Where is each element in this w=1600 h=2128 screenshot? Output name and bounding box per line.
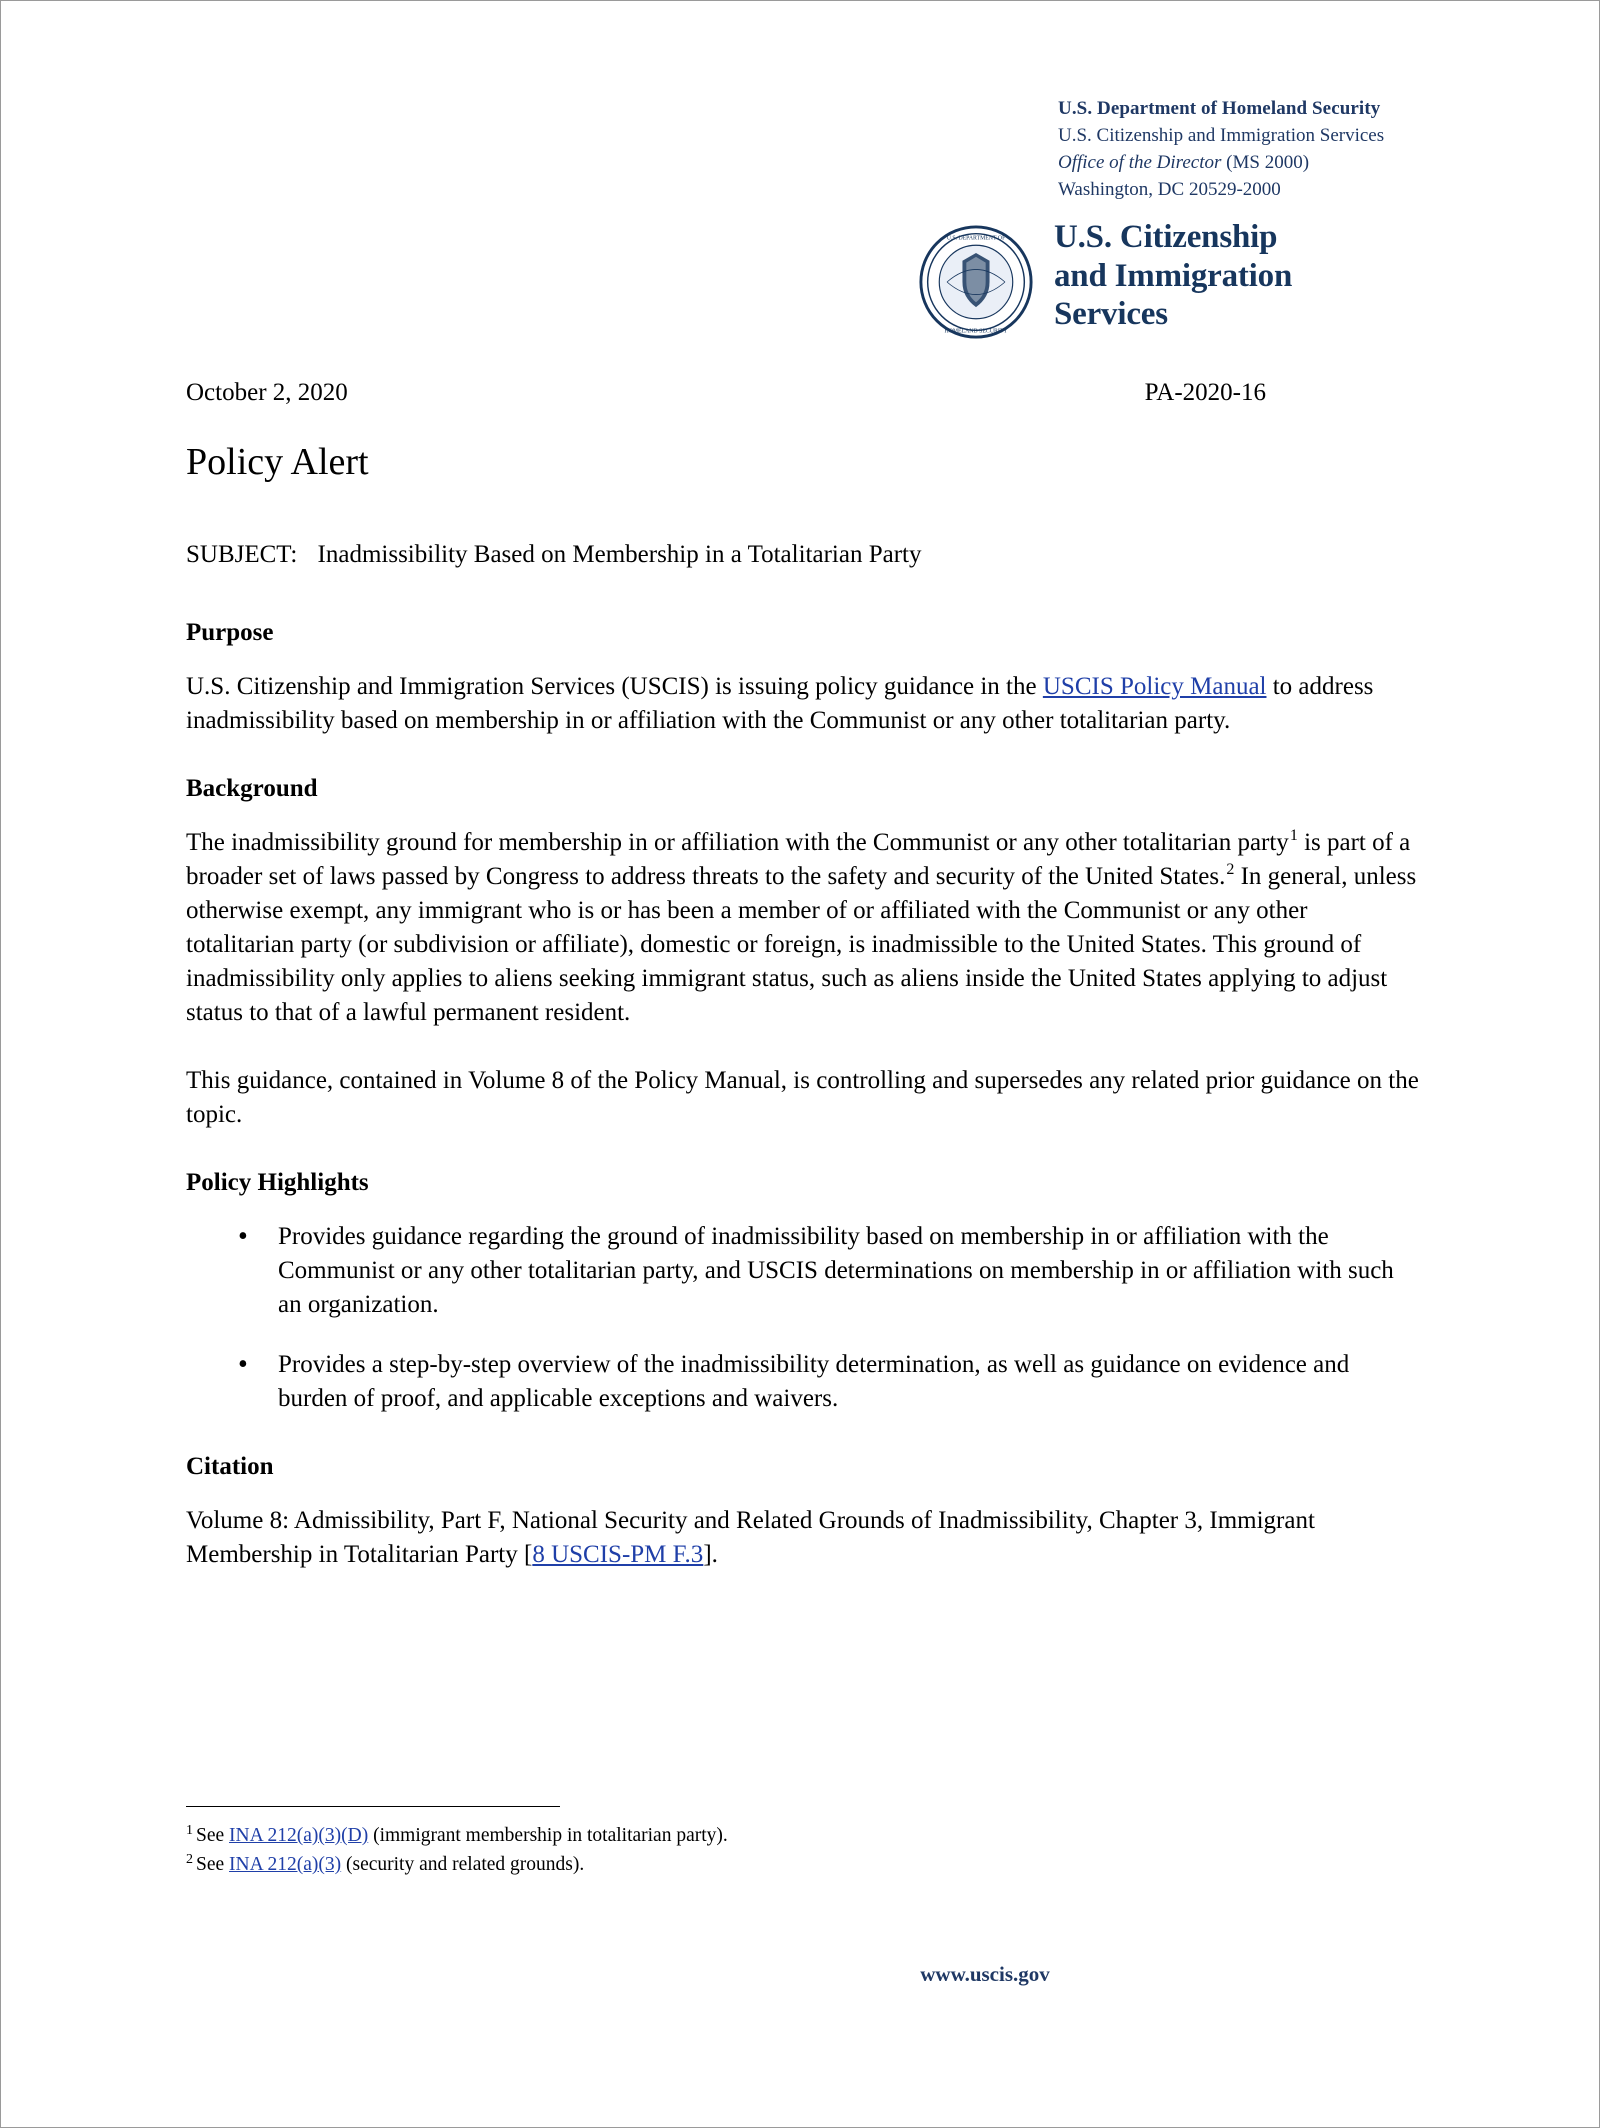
purpose-text-2: to address inadmissibility based on membership in or affiliation with the Communist or any other totalitarian party. — [186, 672, 1374, 734]
background-text-2: is part of a broader set of laws passed by Congress to address threats to the safety and security of the United States. — [186, 828, 1411, 890]
svg-text:HOMELAND SECURITY: HOMELAND SECURITY — [944, 328, 1008, 335]
footnote-1-marker: 1 — [186, 1822, 193, 1838]
footnotes-area — [186, 1806, 1266, 1880]
footnote-1-suffix: (immigrant membership in totalitarian party). — [368, 1825, 728, 1846]
footnote-2-prefix: See — [196, 1854, 230, 1876]
policy-highlights-list — [186, 1220, 1421, 1416]
footnote-1-prefix: See — [196, 1825, 230, 1846]
footnote-ref-1[interactable]: 1 — [1289, 827, 1298, 845]
document-number: PA-2020-16 — [1144, 379, 1266, 406]
citation-link[interactable]: 8 USCIS-PM F.3 — [532, 1540, 704, 1568]
letterhead-office-ms: (MS 2000) — [1226, 151, 1310, 173]
citation-paragraph — [186, 1504, 1421, 1572]
policy-highlights-heading: Policy Highlights — [186, 1168, 369, 1196]
document-body — [186, 376, 1421, 1602]
footnote-2-suffix: (security and related grounds). — [341, 1854, 585, 1876]
uscis-policy-manual-link[interactable]: USCIS Policy Manual — [1042, 672, 1267, 700]
background-text-1: The inadmissibility ground for membership in or affiliation with the Communist or any other totalitarian party — [186, 828, 1289, 856]
document-date: October 2, 2020 — [186, 379, 348, 406]
uscis-logo-line1: U.S. Citizenship — [1054, 219, 1278, 255]
svg-text:U.S. DEPARTMENT OF: U.S. DEPARTMENT OF — [946, 235, 1006, 242]
letterhead-uscis: U.S. Citizenship and Immigration Services — [1058, 124, 1385, 146]
list-item: • Provides a step-by-step overview of the inadmissibility determination, as well as guidance on evidence and burden of proof, and applicable exceptions and waivers. — [238, 1348, 1421, 1416]
footnote-ref-2[interactable]: 2 — [1226, 861, 1235, 879]
subject-line — [186, 538, 1421, 572]
letterhead-office-italic: Office of the Director — [1058, 151, 1222, 173]
date-and-number-row — [186, 376, 1421, 410]
purpose-paragraph — [186, 670, 1421, 738]
background-heading: Background — [186, 774, 318, 802]
footnote-2 — [186, 1850, 1266, 1879]
subject-label: SUBJECT: — [186, 540, 298, 568]
footer-url[interactable]: www.uscis.gov — [920, 1962, 1050, 1986]
purpose-heading: Purpose — [186, 618, 274, 646]
citation-heading: Citation — [186, 1452, 274, 1480]
footnote-2-link[interactable]: INA 212(a)(3) — [229, 1854, 342, 1876]
letterhead-city: Washington, DC 20529-2000 — [1058, 178, 1281, 200]
citation-text-2: ]. — [703, 1540, 718, 1568]
citation-text-1: Volume 8: Admissibility, Part F, National Security and Related Grounds of Inadmissibility, Chapter 3, Immigrant Membership in Totalitarian Party [ — [186, 1506, 1315, 1568]
footnote-1 — [186, 1821, 1266, 1850]
footnote-1-link[interactable]: INA 212(a)(3)(D) — [229, 1825, 369, 1846]
footnote-2-marker: 2 — [186, 1851, 193, 1867]
subject-text: Inadmissibility Based on Membership in a Totalitarian Party — [317, 540, 922, 568]
uscis-logo-line3: Services — [1054, 296, 1168, 333]
letterhead-dhs: U.S. Department of Homeland Security — [1058, 98, 1381, 119]
uscis-logo-line2: and Immigration — [1054, 257, 1293, 294]
page-title: Policy Alert — [186, 441, 369, 483]
letterhead — [1058, 96, 1498, 204]
purpose-text-1: U.S. Citizenship and Immigration Services (USCIS) is issuing policy guidance in the — [186, 672, 1043, 700]
uscis-logo — [918, 219, 1338, 362]
footnote-separator — [186, 1806, 560, 1807]
background-paragraph-2: This guidance, contained in Volume 8 of the Policy Manual, is controlling and supersedes any related prior guidance on the topic. — [186, 1066, 1419, 1128]
uscis-logo-text — [1054, 218, 1292, 334]
list-item: • Provides guidance regarding the ground of inadmissibility based on membership in or affiliation with the Communist or any other totalitarian party, and USCIS determinations on membership in or affiliation with such an organization. — [238, 1220, 1421, 1322]
letterhead-office — [1058, 150, 1498, 177]
dhs-seal-icon — [918, 224, 1034, 340]
background-text-3: In general, unless otherwise exempt, any immigrant who is or has been a member of or affiliated with the Communist or any other totalitarian party (or subdivision or affiliate), domestic or foreign, is inadmissible to the United States. This ground of inadmissibility only applies to aliens seeking immigrant status, such as aliens inside the United States applying to adjust status to that of a lawful permanent resident. — [186, 862, 1417, 1026]
background-paragraph-1 — [186, 826, 1421, 1030]
